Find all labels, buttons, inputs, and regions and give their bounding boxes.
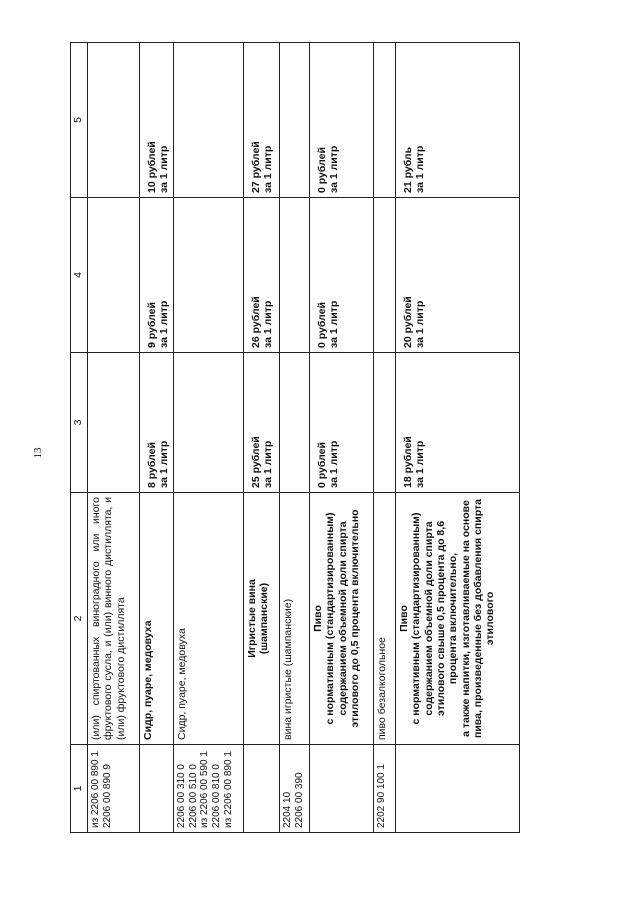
- column-header-4: 4: [71, 198, 88, 353]
- column-header-2: 2: [71, 493, 88, 745]
- rate-cell-col5: [173, 43, 243, 198]
- rate-cell-col4: [279, 198, 309, 353]
- rate-cell-col3: [88, 353, 140, 493]
- table-row-beer-alcoholic-heading: [395, 43, 519, 833]
- table-row-fruit-spirit-continuation: [88, 43, 140, 833]
- rate-cell-col3: 25 рублей за 1 литр: [243, 353, 279, 493]
- rate-cell-col4: 20 рублей за 1 литр: [395, 198, 519, 353]
- rate-cell-col3: 18 рублей за 1 литр: [395, 353, 519, 493]
- rate-cell-col4: 0 рублей за 1 литр: [309, 198, 373, 353]
- product-code-cell: [243, 745, 279, 833]
- product-category-heading: Сидр, пуаре, медовуха: [140, 493, 174, 745]
- product-code-cell: 2206 00 310 0 2206 00 510 0 из 2206 00 590 1 2206 00 810 0 из 2206 00 890 1: [173, 745, 243, 833]
- excise-rates-table-container: [70, 43, 520, 833]
- rate-cell-col4: [88, 198, 140, 353]
- product-category-heading: Игристые вина (шампанские): [243, 493, 279, 745]
- rate-cell-col4: 26 рублей за 1 литр: [243, 198, 279, 353]
- rate-cell-col5: [88, 43, 140, 198]
- product-description-cell: вина игристые (шампанские): [279, 493, 309, 745]
- column-header-1: 1: [71, 745, 88, 833]
- rate-cell-col3: [279, 353, 309, 493]
- rate-cell-col3: 0 рублей за 1 литр: [309, 353, 373, 493]
- page-number: 13: [32, 447, 44, 459]
- product-description-cell: пиво безалкогольное: [373, 493, 395, 745]
- column-header-3: 3: [71, 353, 88, 493]
- product-description-cell: Сидр, пуаре, медовуха: [173, 493, 243, 745]
- product-code-cell: 2202 90 100 1: [373, 745, 395, 833]
- column-number-row: [71, 43, 88, 833]
- rate-cell-col5: 21 рубль за 1 литр: [395, 43, 519, 198]
- rate-cell-col4: 9 рублей за 1 литр: [140, 198, 174, 353]
- rate-cell-col3: 8 рублей за 1 литр: [140, 353, 174, 493]
- table-row-beer-nonalcoholic-code: [373, 43, 395, 833]
- excise-rates-table: [70, 42, 520, 833]
- rate-cell-col4: [373, 198, 395, 353]
- product-code-cell: 2204 10 2206 00 390: [279, 745, 309, 833]
- rate-cell-col4: [173, 198, 243, 353]
- table-row-cider-codes: [173, 43, 243, 833]
- product-category-heading: Пиво с нормативным (стандартизированным) содержанием объемной доли спирта этилового свыше 0,5 процента до 8,6 процента включительно, а также напитки, изготавливаемые на основе пива, произведенные без добавления спирта этилового: [395, 493, 519, 745]
- table-row-sparkling-heading: [243, 43, 279, 833]
- product-code-cell: [309, 745, 373, 833]
- product-code-cell: из 2206 00 890 1 2206 00 890 9: [88, 745, 140, 833]
- rate-cell-col5: [373, 43, 395, 198]
- rate-cell-col5: 0 рублей за 1 литр: [309, 43, 373, 198]
- product-code-cell: [395, 745, 519, 833]
- rate-cell-col5: [279, 43, 309, 198]
- rotated-sheet: [70, 43, 520, 833]
- column-header-5: 5: [71, 43, 88, 198]
- table-row-sparkling-codes: [279, 43, 309, 833]
- rate-cell-col3: [373, 353, 395, 493]
- table-row-beer-nonalcoholic-heading: [309, 43, 373, 833]
- rate-cell-col3: [173, 353, 243, 493]
- rate-cell-col5: 10 рублей за 1 литр: [140, 43, 174, 198]
- product-category-heading: Пиво с нормативным (стандартизированным) содержанием объемной доли спирта этилового до 0,5 процента включительно: [309, 493, 373, 745]
- rate-cell-col5: 27 рублей за 1 литр: [243, 43, 279, 198]
- product-code-cell: [140, 745, 174, 833]
- product-description-cell: (или) спиртованных виноградного или иного фруктового сусла, и (или) винного дистиллята, и (или) фруктового дистиллята: [88, 493, 140, 745]
- table-row-cider-heading: [140, 43, 174, 833]
